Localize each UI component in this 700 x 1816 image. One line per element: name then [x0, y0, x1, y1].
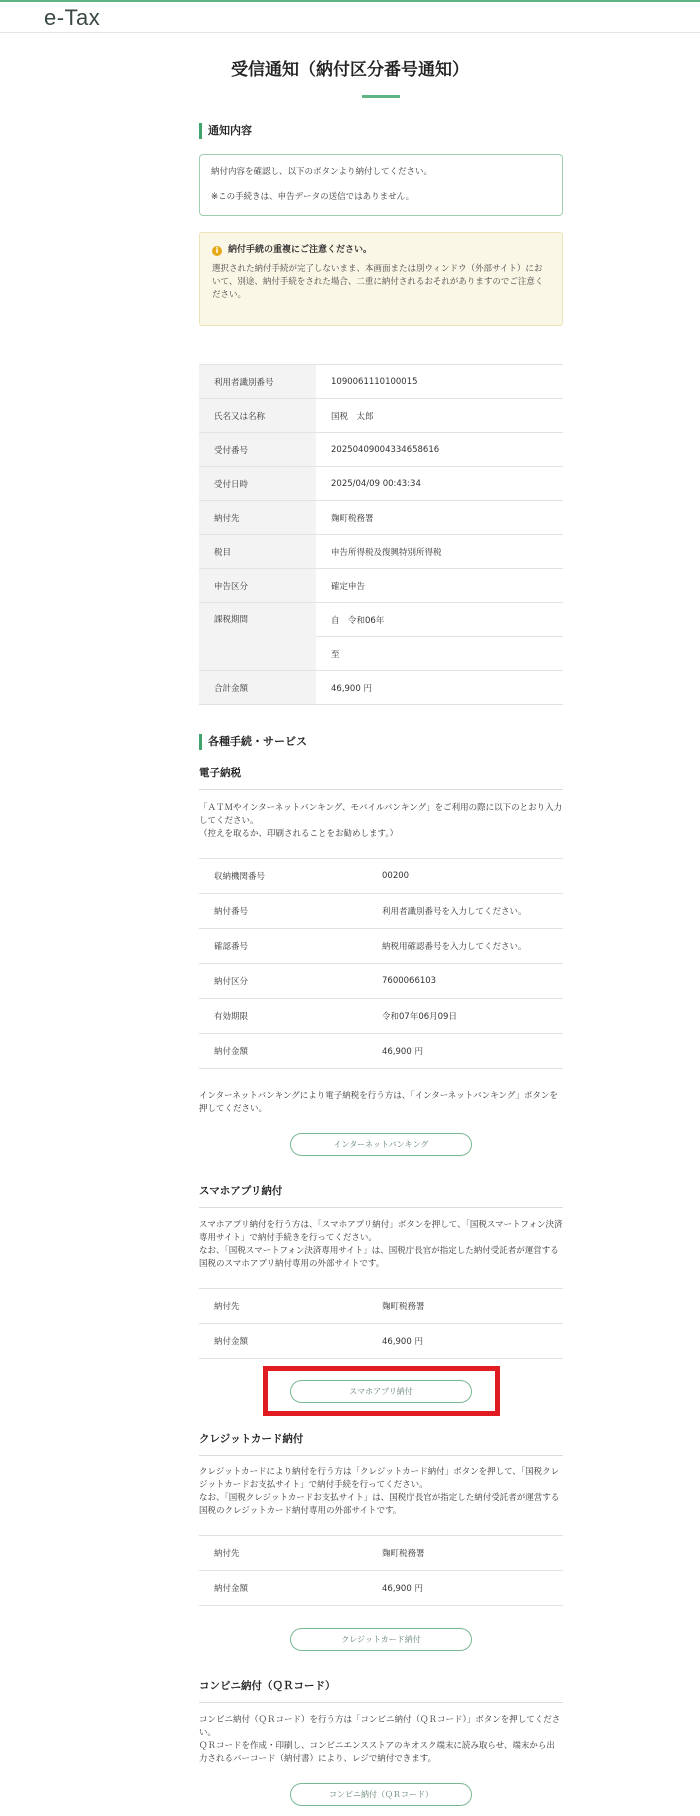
warning-title: 納付手続の重複にご注意ください。 [228, 245, 373, 255]
smartphone-app-pay-button[interactable]: スマホアプリ納付 [290, 1380, 472, 1403]
table-row [199, 1034, 563, 1069]
row-label: 収納機関番号 [199, 859, 367, 894]
smartphone-desc-1: スマホアプリ納付を行う方は、「スマホアプリ納付」ボタンを押して、「国税スマートフォン決済専用サイト」で納付手続きを行ってください。 [199, 1220, 563, 1243]
smartphone-table [199, 1288, 563, 1359]
row-value: 2025/04/09 00:43:34 [316, 467, 563, 501]
epay-table [199, 858, 563, 1069]
row-label: 税目 [199, 535, 316, 569]
title-underline [362, 95, 400, 98]
table-row [199, 1324, 563, 1359]
row-value: 46,900 円 [316, 671, 563, 705]
table-row [199, 467, 563, 501]
row-value: 20250409004334658616 [316, 433, 563, 467]
table-row [199, 365, 563, 399]
row-value: 46,900 円 [367, 1571, 563, 1606]
table-row [199, 859, 563, 894]
smartphone-title: スマホアプリ納付 [199, 1183, 563, 1208]
row-label: 納付先 [199, 501, 316, 535]
row-label: 課税期間 [199, 603, 316, 671]
row-label: 納付番号 [199, 894, 367, 929]
info-icon: i [212, 246, 222, 256]
row-value: 至 [316, 637, 563, 671]
row-label: 合計金額 [199, 671, 316, 705]
row-value: 麹町税務署 [316, 501, 563, 535]
table-row [199, 501, 563, 535]
convenience-description [199, 1714, 563, 1766]
credit-desc-2: なお、「国税クレジットカードお支払サイト」は、国税庁長官が指定した納付受託者が運営する国税のクレジットカード納付専用の外部サイトです。 [199, 1493, 560, 1516]
convenience-qr-pay-button[interactable]: コンビニ納付（ＱＲコード） [290, 1783, 472, 1806]
epay-title: 電子納税 [199, 765, 563, 790]
row-value: 7600066103 [367, 964, 563, 999]
epay-desc-2: （控えを取るか、印刷されることをお勧めします。） [199, 829, 399, 839]
epay-description [199, 802, 563, 841]
row-value: 自 令和06年 [316, 603, 563, 637]
convenience-title: コンビニ納付（ＱＲコード） [199, 1678, 563, 1703]
row-value: 46,900 円 [367, 1324, 563, 1359]
row-value: 00200 [367, 859, 563, 894]
row-value: 確定申告 [316, 569, 563, 603]
duplicate-payment-warning [199, 232, 563, 326]
convenience-desc-1: コンビニ納付（ＱＲコード）を行う方は「コンビニ納付（ＱＲコード）」ボタンを押してください。 [199, 1715, 561, 1738]
etax-logo[interactable]: e-Tax [44, 5, 101, 30]
row-label: 利用者識別番号 [199, 365, 316, 399]
row-value: 国税 太郎 [316, 399, 563, 433]
row-value: 1090061110100015 [316, 365, 563, 399]
notice-heading: 通知内容 [199, 123, 252, 139]
table-row [199, 929, 563, 964]
epay-note: インターネットバンキングにより電子納税を行う方は、「インターネットバンキング」ボタンを押してください。 [199, 1091, 558, 1114]
credit-table [199, 1535, 563, 1606]
table-row [199, 1536, 563, 1571]
notice-line-2: ※この手続きは、申告データの送信ではありません。 [211, 192, 415, 202]
row-label: 納付金額 [199, 1571, 367, 1606]
row-label: 納付先 [199, 1289, 367, 1324]
page-title: 受信通知（納付区分番号通知） [231, 60, 469, 80]
table-row [199, 964, 563, 999]
table-row [199, 894, 563, 929]
row-label: 確認番号 [199, 929, 367, 964]
row-value: 麹町税務署 [367, 1536, 563, 1571]
epay-desc-1: 「ＡＴＭやインターネットバンキング、モバイルバンキング」をご利用の際に以下のとおり入力してください。 [199, 803, 563, 826]
row-label: 受付日時 [199, 467, 316, 501]
table-row [199, 535, 563, 569]
convenience-desc-2: ＱＲコードを作成・印刷し、コンビニエンスストアのキオスク端末に読み取らせ、端末から出力されるバーコード（納付書）により、レジで納付できます。 [199, 1741, 555, 1764]
row-label: 納付金額 [199, 1324, 367, 1359]
reception-details-table [199, 364, 563, 705]
smartphone-desc-2: なお、「国税スマートフォン決済専用サイト」は、国税庁長官が指定した納付受託者が運営する国税のスマホアプリ納付専用の外部サイトです。 [199, 1246, 559, 1269]
row-label: 納付金額 [199, 1034, 367, 1069]
table-row [199, 1571, 563, 1606]
smartphone-description [199, 1219, 563, 1271]
row-value: 令和07年06月09日 [367, 999, 563, 1034]
row-label: 有効期限 [199, 999, 367, 1034]
row-label: 受付番号 [199, 433, 316, 467]
row-value: 利用者識別番号を入力してください。 [367, 894, 563, 929]
table-row [199, 999, 563, 1034]
table-row [199, 569, 563, 603]
warning-body: 選択された納付手続が完了しないまま、本画面または別ウィンドウ（外部サイト）において、別途、納付手続をされた場合、二重に納付されるおそれがありますのでご注意ください。 [212, 264, 544, 300]
table-row [199, 399, 563, 433]
row-label: 納付先 [199, 1536, 367, 1571]
row-label: 氏名又は名称 [199, 399, 316, 433]
internet-banking-button[interactable]: インターネットバンキング [290, 1133, 472, 1156]
credit-description [199, 1466, 563, 1518]
row-label: 納付区分 [199, 964, 367, 999]
row-value: 納税用確認番号を入力してください。 [367, 929, 563, 964]
row-value: 申告所得税及復興特別所得税 [316, 535, 563, 569]
credit-title: クレジットカード納付 [199, 1431, 563, 1456]
row-label: 申告区分 [199, 569, 316, 603]
credit-card-pay-button[interactable]: クレジットカード納付 [290, 1628, 472, 1651]
notice-box [199, 154, 563, 216]
row-value: 麹町税務署 [367, 1289, 563, 1324]
table-row [199, 603, 563, 637]
table-row [199, 433, 563, 467]
table-row [199, 1289, 563, 1324]
notice-line-1: 納付内容を確認し、以下のボタンより納付してください。 [211, 167, 433, 177]
credit-desc-1: クレジットカードにより納付を行う方は「クレジットカード納付」ボタンを押して、「国税クレジットカードお支払サイト」で納付手続を行ってください。 [199, 1467, 560, 1490]
table-row [199, 671, 563, 705]
site-header [0, 0, 700, 33]
services-heading: 各種手続・サービス [199, 734, 307, 750]
row-value: 46,900 円 [367, 1034, 563, 1069]
